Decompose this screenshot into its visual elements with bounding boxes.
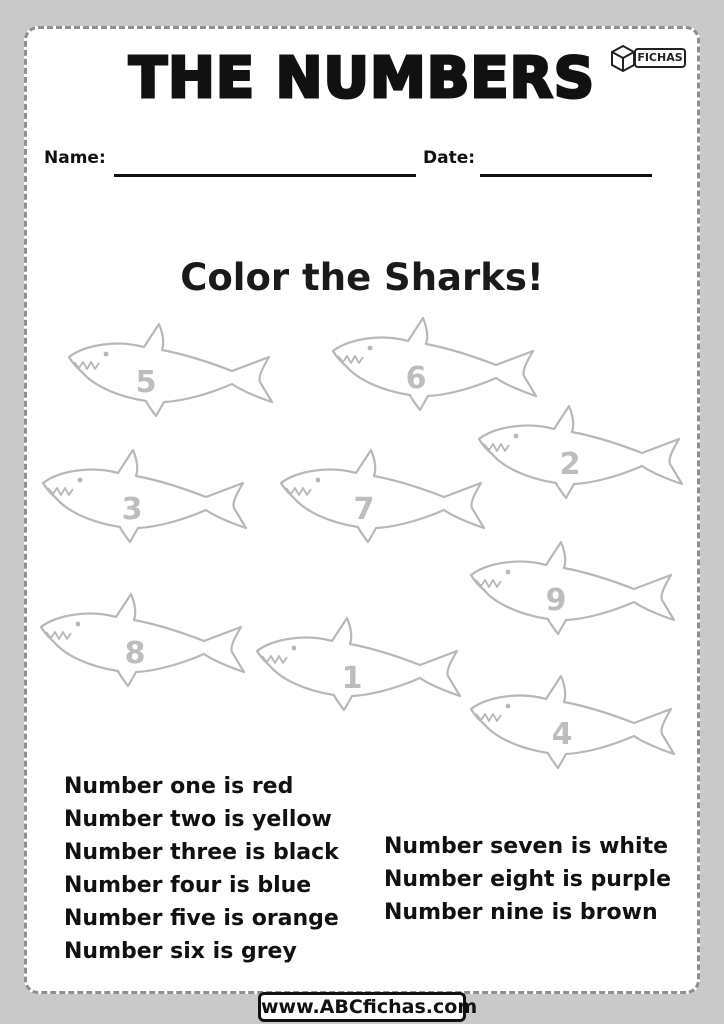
shark-7[interactable] — [281, 450, 484, 542]
logo-text: FICHAS — [634, 48, 686, 68]
instruction-item: Number seven is white — [384, 834, 669, 859]
shark-number: 7 — [353, 492, 375, 527]
section-subtitle: Color the Sharks! — [180, 256, 544, 299]
shark-4[interactable] — [471, 676, 674, 768]
shark-9[interactable] — [471, 542, 674, 634]
instruction-item: Number one is red — [64, 774, 294, 799]
instruction-item: Number four is blue — [64, 873, 312, 898]
instruction-item: Number nine is brown — [384, 900, 658, 925]
instruction-item: Number two is yellow — [64, 807, 332, 832]
shark-number: 9 — [545, 583, 567, 618]
instruction-item: Number six is grey — [64, 939, 297, 964]
shark-2[interactable] — [479, 406, 682, 498]
footer-url[interactable]: www.ABCfichas.com — [258, 992, 466, 1022]
shark-3[interactable] — [43, 450, 246, 542]
instruction-item: Number three is black — [64, 840, 339, 865]
shark-6[interactable] — [333, 318, 536, 410]
shark-1[interactable] — [257, 618, 460, 710]
shark-number: 4 — [551, 717, 573, 752]
instruction-item: Number eight is purple — [384, 867, 671, 892]
date-label: Date: — [423, 148, 476, 168]
instruction-item: Number five is orange — [64, 906, 339, 931]
name-label: Name: — [44, 148, 106, 168]
instructions-right — [384, 830, 671, 929]
instructions-left — [64, 770, 339, 968]
shark-number: 1 — [341, 661, 363, 696]
shark-number: 5 — [135, 365, 157, 400]
shark-5[interactable] — [69, 324, 272, 416]
page-title: THE NUMBERS — [128, 46, 596, 111]
shark-number: 6 — [405, 361, 427, 396]
shark-8[interactable] — [41, 594, 244, 686]
shark-number: 8 — [124, 636, 146, 671]
shark-number: 3 — [121, 492, 143, 527]
shark-number: 2 — [559, 447, 581, 482]
